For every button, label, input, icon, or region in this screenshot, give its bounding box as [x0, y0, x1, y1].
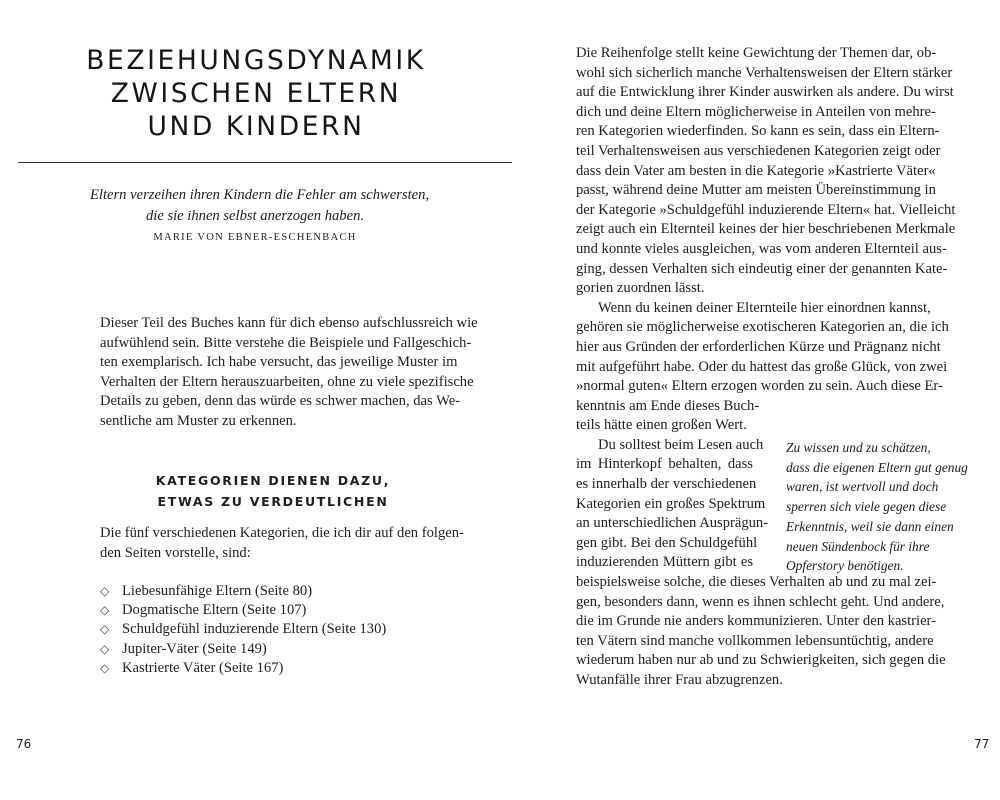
category-label: Kastrierte Väter (Seite 167): [122, 659, 284, 676]
paragraph-order: [576, 44, 956, 691]
section-heading-line: ETWAS ZU VERDEUTLICHEN: [157, 494, 389, 509]
text-line: ten Vätern sind manche vollkommen lebensuntüchtig, andere: [576, 632, 934, 649]
text-line: Kategorien ein großes Spektrum: [576, 495, 766, 512]
section-heading-line: KATEGORIEN DIENEN DAZU,: [155, 473, 391, 488]
pull-quote-line: Zu wissen und zu schätzen,: [786, 440, 931, 455]
text-line: und konnte vieles ausgleichen, was vom anderen Elternteil aus-: [576, 240, 947, 257]
chapter-title-line: ZWISCHEN ELTERN: [110, 78, 402, 109]
text-line: die im Grunde nie anders kommunizieren. Unter den kastrier-: [576, 613, 936, 630]
page-number: 77: [974, 737, 990, 751]
text-line: auf die Entwicklung ihrer Kinder auswirken als andere. Du wirst: [576, 84, 954, 101]
text-line: kenntnis am Ende dieses Buch-: [576, 397, 760, 414]
intro-paragraph: [100, 314, 478, 432]
text-line: wohl sich sicherlich manche Verhaltensweisen der Eltern stärker: [576, 64, 953, 81]
pull-quote-line: neuen Sündenbock für ihre: [786, 538, 930, 554]
diamond-bullet-icon: ◇: [100, 641, 110, 656]
title-divider: [18, 162, 512, 163]
text-line: passt, während deine Mutter am meisten Übereinstimmung in: [576, 182, 936, 199]
category-list: [100, 582, 386, 678]
pull-quote-line: waren, ist wertvoll und doch: [786, 479, 939, 495]
text-line: Dieser Teil des Buches kann für dich ebenso aufschlussreich wie: [100, 315, 478, 331]
list-item: [100, 601, 386, 620]
text-line: an unterschiedlichen Ausprägun-: [576, 515, 769, 532]
text-line: aufwühlend sein. Bitte verstehe die Beispiele und Fallgeschich-: [100, 334, 472, 351]
text-line: hier aus Gründen der erforderlichen Kürze und Prägnanz nicht: [576, 338, 941, 355]
text-line: Verhalten der Eltern herauszuarbeiten, ohne zu viele spezifische: [100, 373, 474, 390]
text-line: der Kategorie »Schuldgefühl induzierende Eltern« hat. Vielleicht: [576, 201, 956, 218]
chapter-title-line: UND KINDERN: [147, 111, 365, 142]
text-line: mit aufgeführt habe. Oder du hattest das große Glück, von zwei: [576, 358, 948, 375]
text-line: ren Kategorien wiederfinden. So kann es sein, dass ein Eltern-: [576, 123, 940, 140]
list-item: [100, 620, 386, 639]
text-line: gorien zuordnen lässt.: [576, 280, 705, 297]
text-line: dich und deine Eltern möglicherweise in Anteilen von mehre-: [576, 103, 936, 120]
text-line: beispielsweise solche, die dieses Verhalten ab und zu mal zei-: [576, 574, 937, 591]
list-item: [100, 640, 386, 659]
epigraph-line: Eltern verzeihen ihren Kindern die Fehler am schwersten,: [90, 187, 430, 203]
list-intro-paragraph: [100, 524, 464, 563]
text-line: induzierenden Müttern gibt es: [576, 554, 753, 571]
pull-quote-line: dass die eigenen Eltern gut genug: [786, 459, 968, 475]
text-line: teils hätte einen großen Wert.: [576, 417, 747, 434]
text-line: gen gibt. Bei den Schuldgefühl: [576, 534, 758, 551]
diamond-bullet-icon: ◇: [100, 622, 110, 637]
text-line: im Hinterkopf behalten, dass: [576, 456, 753, 473]
text-line: es innerhalb der verschiedenen: [576, 476, 757, 493]
epigraph-author: MARIE VON EBNER-ESCHENBACH: [153, 232, 357, 243]
category-label: Jupiter-Väter (Seite 149): [122, 640, 267, 657]
text-line: wiederum haben nur ab und zu Schwierigkeiten, sich gegen die: [576, 652, 946, 669]
category-label: Dogmatische Eltern (Seite 107): [122, 602, 307, 619]
pull-quote-line: Erkenntnis, weil sie dann einen: [786, 518, 954, 534]
text-line: dass dein Vater am besten in die Kategorie »Kastrierte Väter«: [576, 162, 936, 179]
text-line: Du solltest beim Lesen auch: [598, 436, 764, 453]
text-line: ten exemplarisch. Ich habe versucht, das jeweilige Muster im: [100, 354, 458, 371]
pull-quote-line: Opferstory benötigen.: [786, 558, 904, 574]
category-label: Liebesunfähige Eltern (Seite 80): [122, 583, 313, 599]
epigraph: [90, 185, 430, 243]
text-line: teil Verhaltensweisen aus verschiedenen Kategorien zeigt oder: [576, 142, 941, 159]
list-item: [100, 582, 386, 601]
right-page: [500, 0, 1000, 800]
diamond-bullet-icon: ◇: [100, 660, 110, 675]
text-line: sentliche am Muster zu erkennen.: [100, 412, 297, 429]
pull-quote: [786, 438, 972, 576]
text-line: den Seiten vorstelle, sind:: [100, 544, 251, 561]
page-number: 76: [16, 737, 32, 751]
text-line: Wutanfälle ihrer Frau abzugrenzen.: [576, 672, 783, 688]
text-line: Die fünf verschiedenen Kategorien, die ich dir auf den folgen-: [100, 525, 464, 541]
diamond-bullet-icon: ◇: [100, 584, 110, 598]
text-line: Die Reihenfolge stellt keine Gewichtung der Themen dar, ob-: [576, 45, 937, 61]
text-line: gehören sie möglicherweise exotischeren Kategorien an, die ich: [576, 319, 949, 336]
text-line: Wenn du keinen deiner Elternteile hier einordnen kannst,: [598, 299, 931, 316]
pull-quote-line: sperren sich viele gegen diese: [786, 499, 947, 515]
chapter-title: [80, 44, 432, 143]
epigraph-line: die sie ihnen selbst anerzogen haben.: [145, 208, 365, 224]
section-heading: [100, 470, 446, 512]
text-line: zeigt auch ein Elternteil keines der hier beschriebenen Merkmale: [576, 221, 956, 238]
diamond-bullet-icon: ◇: [100, 603, 110, 618]
text-line: ging, dessen Verhalten sich eindeutig einer der genannten Kate-: [576, 260, 948, 277]
category-label: Schuldgefühl induzierende Eltern (Seite 130): [122, 621, 387, 638]
text-line: »normal guten« Eltern erzogen worden zu sein. Auch diese Er-: [576, 378, 943, 395]
text-line: gen, besonders dann, wenn es ihnen schlecht geht. Und andere,: [576, 593, 945, 610]
chapter-title-line: BEZIEHUNGSDYNAMIK: [86, 45, 426, 76]
text-line: Details zu geben, denn das würde es schwer machen, das We-: [100, 393, 461, 410]
list-item: [100, 659, 386, 678]
